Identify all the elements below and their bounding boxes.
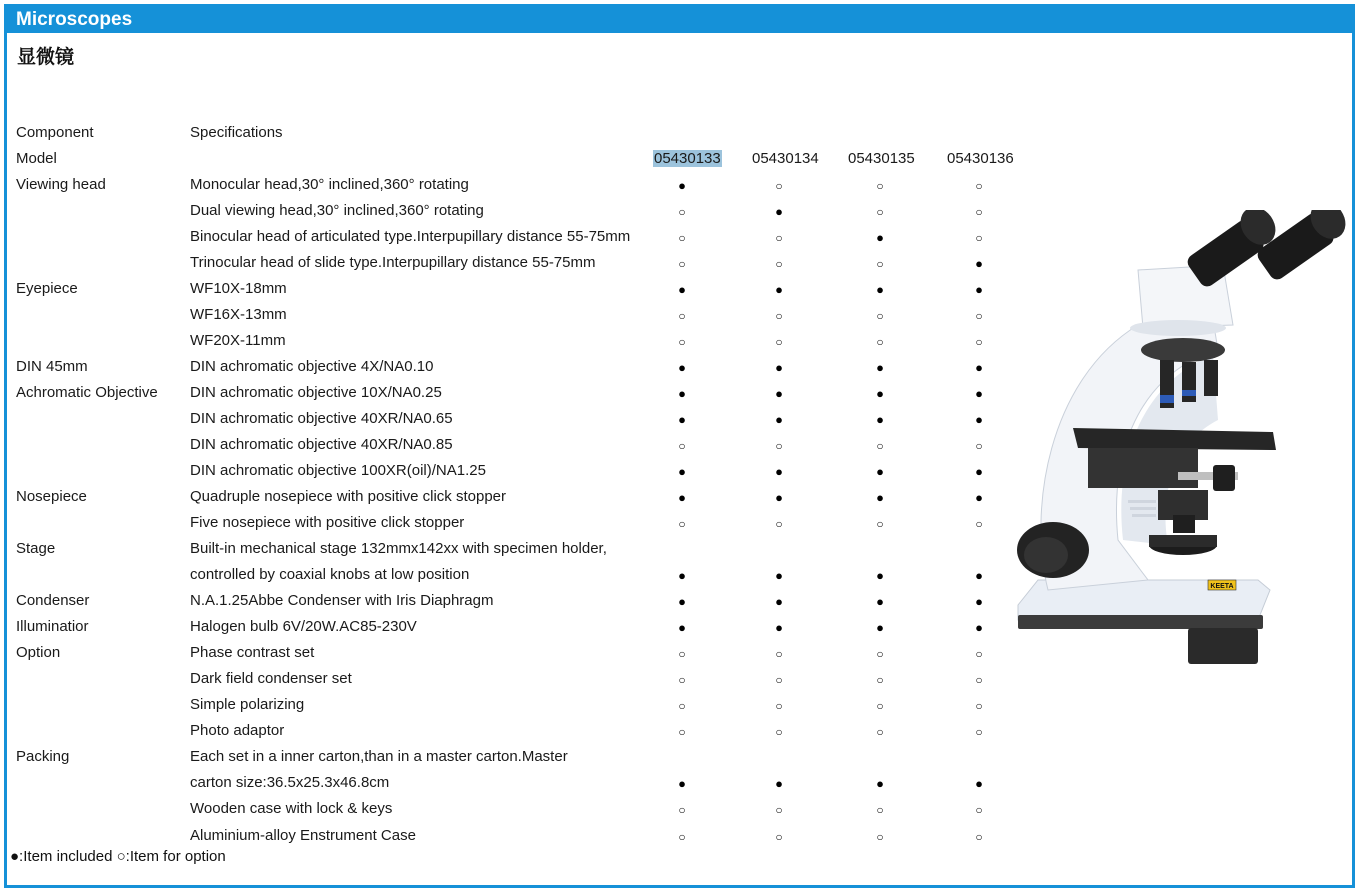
included-mark: ● — [876, 386, 884, 402]
optional-mark: ○ — [775, 803, 783, 818]
row-component: Option — [16, 644, 61, 662]
row-component: Condenser — [16, 592, 90, 610]
optional-mark: ○ — [775, 309, 783, 324]
included-mark: ● — [975, 594, 983, 610]
optional-mark: ○ — [975, 647, 983, 662]
row-spec: Wooden case with lock & keys — [190, 800, 393, 818]
model-05430135[interactable]: 05430135 — [848, 150, 915, 167]
optional-mark: ○ — [876, 439, 884, 454]
optional-mark: ○ — [678, 335, 686, 350]
row-spec: Monocular head,30° inclined,360° rotating — [190, 176, 469, 193]
optional-mark: ○ — [678, 647, 686, 662]
included-mark: ● — [678, 178, 686, 193]
optional-mark: ○ — [775, 439, 783, 454]
included-mark: ● — [678, 568, 686, 584]
row-spec: Halogen bulb 6V/20W.AC85-230V — [190, 618, 417, 636]
included-mark: ● — [876, 568, 884, 584]
included-mark: ● — [975, 256, 983, 272]
included-mark: ● — [876, 230, 884, 246]
included-mark: ● — [876, 360, 884, 376]
optional-mark: ○ — [876, 517, 884, 532]
row-component: Eyepiece — [16, 280, 78, 298]
model-label: 05430133 — [654, 150, 721, 167]
included-mark: ● — [975, 464, 983, 480]
included-mark: ● — [775, 412, 783, 428]
model-05430134[interactable]: 05430134 — [752, 150, 819, 167]
optional-mark: ○ — [876, 257, 884, 272]
row-spec: DIN achromatic objective 4X/NA0.10 — [190, 358, 434, 376]
optional-mark: ○ — [975, 725, 983, 740]
row-spec: N.A.1.25Abbe Condenser with Iris Diaphragm — [190, 592, 494, 610]
included-mark: ● — [775, 490, 783, 506]
included-mark: ● — [775, 594, 783, 610]
row-spec: DIN achromatic objective 40XR/NA0.85 — [190, 436, 453, 454]
microscope-image — [1008, 210, 1352, 670]
row-component: Stage — [16, 540, 56, 558]
included-mark: ● — [775, 386, 783, 402]
row-spec: Dual viewing head,30° inclined,360° rotating — [190, 202, 484, 220]
optional-mark: ○ — [975, 803, 983, 818]
row-spec: Quadruple nosepiece with positive click stopper — [190, 488, 507, 506]
included-mark: ● — [975, 282, 983, 298]
optional-mark: ○ — [678, 309, 686, 324]
included-mark: ● — [876, 490, 884, 506]
page-subtitle: 显微镜 — [17, 46, 75, 68]
row-component: Achromatic Objective — [16, 384, 158, 402]
optional-mark: ○ — [975, 699, 983, 714]
included-mark: ● — [775, 464, 783, 480]
optional-mark: ○ — [678, 517, 686, 532]
row-spec: WF20X-11mm — [190, 332, 286, 350]
optional-mark: ○ — [775, 179, 783, 193]
included-mark: ● — [775, 204, 783, 220]
row-component: Nosepiece — [16, 488, 87, 506]
optional-mark: ○ — [975, 309, 983, 324]
optional-mark: ○ — [876, 829, 884, 844]
optional-mark: ○ — [775, 673, 783, 688]
included-mark: ● — [678, 490, 686, 506]
optional-mark: ○ — [975, 829, 983, 844]
included-mark: ● — [975, 490, 983, 506]
included-mark: ● — [678, 282, 686, 298]
optional-mark: ○ — [678, 699, 686, 714]
included-mark: ● — [876, 620, 884, 636]
optional-mark: ○ — [775, 231, 783, 246]
page-title: Microscopes — [7, 7, 1352, 33]
legend: ●:Item included ○:Item for option — [10, 848, 226, 865]
included-mark: ● — [876, 464, 884, 480]
included-mark: ● — [678, 412, 686, 428]
row-spec: DIN achromatic objective 40XR/NA0.65 — [190, 410, 453, 428]
model-05430133[interactable] — [653, 150, 722, 168]
row-spec: Built-in mechanical stage 132mmx142xx with specimen holder, — [190, 540, 607, 558]
optional-mark: ○ — [876, 673, 884, 688]
included-mark: ● — [876, 282, 884, 298]
row-component: DIN 45mm — [16, 358, 88, 376]
included-mark: ● — [975, 386, 983, 402]
optional-mark: ○ — [876, 179, 884, 193]
row-component: Packing — [16, 748, 70, 766]
optional-mark: ○ — [775, 517, 783, 532]
optional-mark: ○ — [678, 231, 686, 246]
optional-mark: ○ — [775, 699, 783, 714]
optional-mark: ○ — [876, 647, 884, 662]
included-mark: ● — [775, 568, 783, 584]
brand-label: KEETA — [1210, 583, 1234, 590]
row-spec: Five nosepiece with positive click stopper — [190, 514, 465, 532]
optional-mark: ○ — [678, 257, 686, 272]
included-mark: ● — [876, 594, 884, 610]
row-spec: Binocular head of articulated type.Interpupillary distance 55-75mm — [190, 228, 631, 246]
included-mark: ● — [678, 360, 686, 376]
optional-mark: ○ — [975, 517, 983, 532]
included-mark: ● — [678, 464, 686, 480]
row-spec: controlled by coaxial knobs at low position — [190, 566, 470, 584]
included-mark: ● — [775, 360, 783, 376]
included-mark: ● — [678, 620, 686, 636]
optional-mark: ○ — [775, 257, 783, 272]
row-spec: carton size:36.5x25.3x46.8cm — [190, 774, 390, 792]
optional-mark: ○ — [876, 725, 884, 740]
header-component: Component — [16, 124, 94, 141]
optional-mark: ○ — [678, 673, 686, 688]
included-mark: ● — [775, 282, 783, 298]
included-mark: ● — [775, 776, 783, 792]
row-spec: WF16X-13mm — [190, 306, 287, 324]
included-mark: ● — [876, 776, 884, 792]
optional-mark: ○ — [975, 335, 983, 350]
included-mark: ● — [975, 360, 983, 376]
included-mark: ● — [975, 412, 983, 428]
included-mark: ● — [975, 568, 983, 584]
included-mark: ● — [678, 776, 686, 792]
header-model: Model — [16, 150, 57, 167]
optional-mark: ○ — [678, 829, 686, 844]
row-spec: Each set in a inner carton,than in a master carton.Master — [190, 748, 568, 766]
optional-mark: ○ — [678, 439, 686, 454]
row-spec: Trinocular head of slide type.Interpupillary distance 55-75mm — [190, 254, 596, 272]
optional-mark: ○ — [876, 803, 884, 818]
optional-mark: ○ — [975, 673, 983, 688]
included-mark: ● — [775, 620, 783, 636]
optional-mark: ○ — [975, 439, 983, 454]
included-mark: ● — [975, 776, 983, 792]
row-spec: WF10X-18mm — [190, 280, 287, 298]
optional-mark: ○ — [678, 725, 686, 740]
optional-mark: ○ — [775, 647, 783, 662]
row-spec: DIN achromatic objective 10X/NA0.25 — [190, 384, 442, 402]
row-spec: Photo adaptor — [190, 722, 285, 740]
optional-mark: ○ — [876, 335, 884, 350]
optional-mark: ○ — [876, 309, 884, 324]
optional-mark: ○ — [975, 179, 983, 193]
optional-mark: ○ — [775, 725, 783, 740]
included-mark: ● — [876, 412, 884, 428]
row-spec: Simple polarizing — [190, 696, 305, 714]
optional-mark: ○ — [876, 205, 884, 220]
optional-mark: ○ — [975, 205, 983, 220]
row-component: Illuminatior — [16, 618, 89, 636]
included-mark: ● — [975, 620, 983, 636]
included-mark: ● — [678, 386, 686, 402]
row-component: Viewing head — [16, 176, 106, 193]
optional-mark: ○ — [975, 231, 983, 246]
model-05430136[interactable]: 05430136 — [947, 150, 1014, 167]
row-spec: Phase contrast set — [190, 644, 315, 662]
row-spec: Aluminium-alloy Enstrument Case — [190, 826, 416, 844]
header-specifications: Specifications — [190, 124, 283, 141]
optional-mark: ○ — [678, 205, 686, 220]
optional-mark: ○ — [775, 335, 783, 350]
row-spec: DIN achromatic objective 100XR(oil)/NA1.25 — [190, 462, 486, 480]
optional-mark: ○ — [775, 829, 783, 844]
row-spec: Dark field condenser set — [190, 670, 352, 688]
included-mark: ● — [678, 594, 686, 610]
optional-mark: ○ — [678, 803, 686, 818]
optional-mark: ○ — [876, 699, 884, 714]
